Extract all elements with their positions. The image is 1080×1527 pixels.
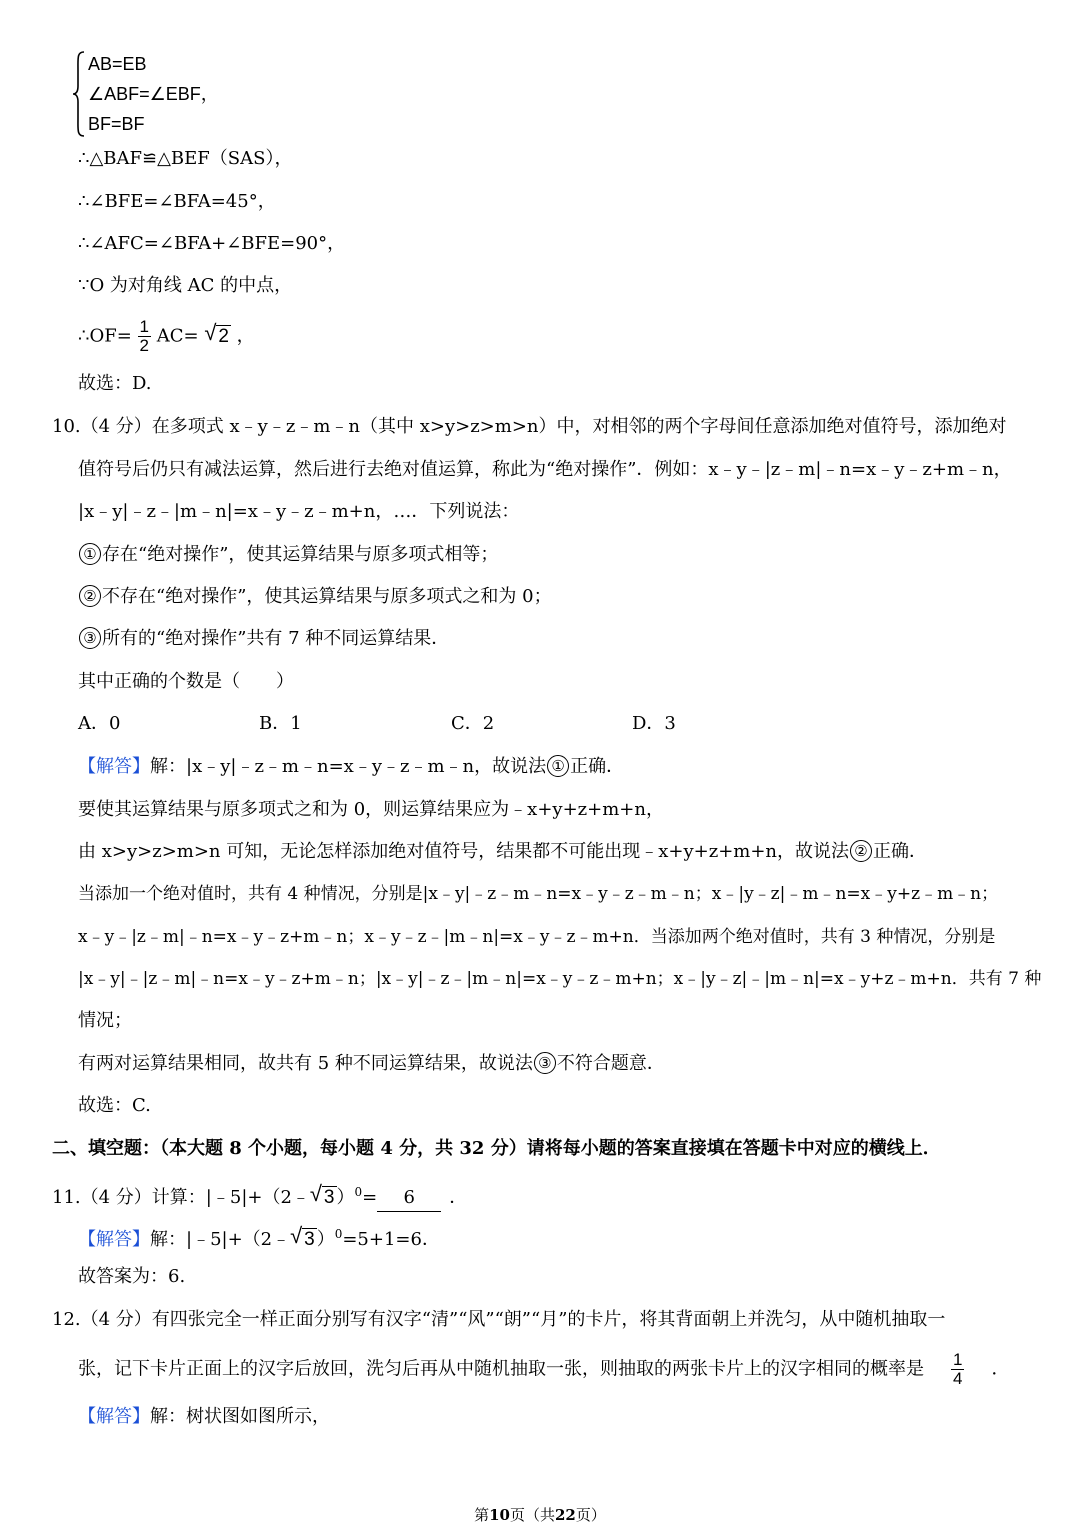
radicand: 3 bbox=[323, 1187, 335, 1208]
q11-stem bbox=[52, 1179, 467, 1212]
q9-l5-pre: ∴OF= bbox=[78, 325, 132, 347]
footer-total-pages: 22 bbox=[555, 1506, 576, 1524]
exponent: 0 bbox=[354, 1185, 363, 1199]
radical-icon: √ bbox=[309, 1181, 322, 1206]
sqrt-two bbox=[204, 319, 231, 350]
q11-stem-post: ． bbox=[449, 1187, 468, 1208]
q10-ask: 其中正确的个数是（ ） bbox=[78, 671, 294, 692]
q10-option-a: A．0 bbox=[78, 713, 121, 734]
q10-statement-1 bbox=[78, 542, 498, 568]
radical-icon: √ bbox=[204, 319, 217, 345]
q12-stem-2-text: 张，记下卡片正面上的汉字后放回，洗匀后再从中随机抽取一张，则抽取的两张卡片上的汉字相同的概率是 bbox=[78, 1358, 924, 1380]
system-row-2: ∠ABF=∠EBF， bbox=[88, 84, 219, 104]
answer-blank: 6 bbox=[377, 1185, 441, 1212]
answer-blank bbox=[930, 1351, 986, 1388]
circled-number-3: ③ bbox=[534, 1052, 556, 1074]
q12-stem-2 bbox=[78, 1351, 1009, 1388]
q9-line-5 bbox=[78, 318, 255, 355]
q10-a1-pre: 解：|x﹣y|﹣z﹣m﹣n=x﹣y﹣z﹣m﹣n，故说法 bbox=[150, 756, 547, 777]
q10-a8-post: 不符合题意． bbox=[556, 1053, 665, 1074]
footer-mid: 页（共 bbox=[509, 1506, 555, 1524]
fraction-denominator: 4 bbox=[953, 1369, 963, 1388]
answer-tag: 【解答】 bbox=[78, 1229, 150, 1250]
radicand: 3 bbox=[304, 1229, 315, 1250]
q9-line-4: ∵O 为对角线 AC 的中点， bbox=[78, 275, 293, 296]
q9-line-3: ∴∠AFC=∠BFA+∠BFE=90°， bbox=[78, 233, 346, 254]
q10-option-d: D．3 bbox=[632, 713, 676, 734]
q9-l5-post: ， bbox=[236, 325, 255, 347]
q10-a3-post: 正确． bbox=[873, 841, 928, 862]
q12-answer-1 bbox=[78, 1404, 330, 1430]
circled-number-3: ③ bbox=[79, 627, 101, 649]
q11-a1-post: =5+1=6． bbox=[342, 1229, 440, 1250]
sqrt-three bbox=[290, 1223, 317, 1253]
q11-a1-pre: 解：|﹣5|+（2﹣ bbox=[150, 1229, 291, 1250]
fraction-one-half bbox=[138, 318, 151, 355]
q10-answer-4: 当添加一个绝对值时，共有 4 种情况，分别是|x﹣y|﹣z﹣m﹣n=x﹣y﹣z﹣m﹣n；x﹣|y﹣z|﹣m﹣n=x﹣y+z﹣m﹣n； bbox=[78, 884, 999, 904]
q9-line-1: ∴△BAF≌△BEF（SAS）， bbox=[78, 148, 293, 169]
q10-option-c: C．2 bbox=[451, 713, 495, 734]
q10-a8-pre: 有两对运算结果相同，故共有 5 种不同运算结果，故说法 bbox=[78, 1053, 533, 1074]
answer-tag: 【解答】 bbox=[78, 756, 150, 777]
q11-answer-1 bbox=[78, 1221, 440, 1253]
q11-stem-eq: = bbox=[362, 1187, 378, 1208]
q10-answer-9: 故选：C. bbox=[78, 1095, 151, 1116]
q9-answer: 故选：D. bbox=[78, 373, 152, 394]
left-brace-icon bbox=[72, 50, 86, 138]
q10-answer-5: x﹣y﹣|z﹣m|﹣n=x﹣y﹣z+m﹣n；x﹣y﹣z﹣|m﹣n|=x﹣y﹣z﹣m+n．当添加两个绝对值时，共有 3 种情况，分别是 bbox=[78, 927, 996, 947]
q10-stem-3: |x﹣y|﹣z﹣|m﹣n|=x﹣y﹣z﹣m+n，…．下列说法： bbox=[78, 501, 520, 522]
circled-number-2: ② bbox=[79, 585, 101, 607]
q10-statement-3 bbox=[78, 626, 449, 652]
sqrt-three bbox=[309, 1181, 337, 1211]
q9-l5-mid: AC= bbox=[156, 325, 199, 347]
q10-answer-8 bbox=[78, 1051, 665, 1077]
fraction-denominator: 2 bbox=[139, 336, 149, 355]
system-row-1: AB=EB bbox=[88, 54, 147, 74]
exponent: 0 bbox=[334, 1227, 343, 1241]
q11-a1-mid: ） bbox=[316, 1229, 335, 1250]
radicand: 2 bbox=[218, 325, 229, 347]
q10-a3-pre: 由 x>y>z>m>n 可知，无论怎样添加绝对值符号，结果都不可能出现﹣x+y+z+m+n，故说法 bbox=[78, 841, 850, 862]
page-footer bbox=[0, 1504, 1080, 1525]
circled-number-1: ① bbox=[547, 755, 569, 777]
q11-stem-mid: ） bbox=[336, 1187, 355, 1208]
q10-stem-1: 10.（4 分）在多项式 x﹣y﹣z﹣m﹣n（其中 x>y>z>m>n）中，对相邻的两个字母间任意添加绝对值符号，添加绝对 bbox=[52, 416, 1007, 437]
statement-2-text: 不存在“绝对操作”，使其运算结果与原多项式之和为 0； bbox=[102, 586, 552, 607]
footer-page-number: 10 bbox=[489, 1506, 510, 1524]
footer-post: 页） bbox=[575, 1506, 606, 1524]
answer-tag: 【解答】 bbox=[78, 1406, 150, 1427]
fraction-one-quarter bbox=[951, 1351, 964, 1388]
q11-stem-pre: 11.（4 分）计算：|﹣5|+（2﹣ bbox=[52, 1187, 310, 1208]
q10-answer-6: |x﹣y|﹣|z﹣m|﹣n=x﹣y﹣z+m﹣n；|x﹣y|﹣z﹣|m﹣n|=x﹣y﹣z﹣m+n；x﹣|y﹣z|﹣|m﹣n|=x﹣y+z﹣m+n．共有 7 种 bbox=[78, 969, 1042, 989]
q11-answer-2: 故答案为：6. bbox=[78, 1266, 186, 1287]
q10-stem-2: 值符号后仍只有减法运算，然后进行去绝对值运算，称此为“绝对操作”．例如：x﹣y﹣|z﹣m|﹣n=x﹣y﹣z+m﹣n， bbox=[78, 459, 1012, 480]
q9-line-2: ∴∠BFE=∠BFA=45°， bbox=[78, 191, 276, 212]
q10-answer-7: 情况； bbox=[78, 1010, 132, 1031]
q10-a1-post: 正确． bbox=[570, 756, 625, 777]
q10-answer-1 bbox=[78, 754, 624, 780]
circled-number-2: ② bbox=[850, 840, 872, 862]
radical-icon: √ bbox=[290, 1223, 303, 1248]
system-row-3: BF=BF bbox=[88, 114, 145, 134]
q10-answer-2: 要使其运算结果与原多项式之和为 0，则运算结果应为﹣x+y+z+m+n， bbox=[78, 799, 664, 820]
fraction-numerator: 1 bbox=[139, 317, 149, 336]
q10-option-b: B．1 bbox=[259, 713, 302, 734]
footer-pre: 第 bbox=[474, 1506, 490, 1524]
q12-stem-1: 12.（4 分）有四张完全一样正面分别写有汉字“清”“风”“朗”“月”的卡片，将其背面朝上并洗匀，从中随机抽取一 bbox=[52, 1309, 946, 1330]
statement-1-text: 存在“绝对操作”，使其运算结果与原多项式相等； bbox=[102, 544, 499, 565]
statement-3-text: 所有的“绝对操作”共有 7 种不同运算结果． bbox=[102, 628, 450, 649]
q12-post: ． bbox=[991, 1358, 1010, 1380]
equation-system bbox=[72, 50, 272, 138]
section-2-header: 二、填空题：（本大题 8 个小题，每小题 4 分，共 32 分）请将每小题的答案直接填在答题卡中对应的横线上． bbox=[52, 1138, 941, 1159]
fraction-numerator: 1 bbox=[953, 1350, 963, 1369]
circled-number-1: ① bbox=[79, 543, 101, 565]
q10-statement-2 bbox=[78, 584, 552, 610]
q10-answer-3 bbox=[78, 839, 927, 865]
q12-a1: 解：树状图如图所示， bbox=[150, 1406, 330, 1427]
